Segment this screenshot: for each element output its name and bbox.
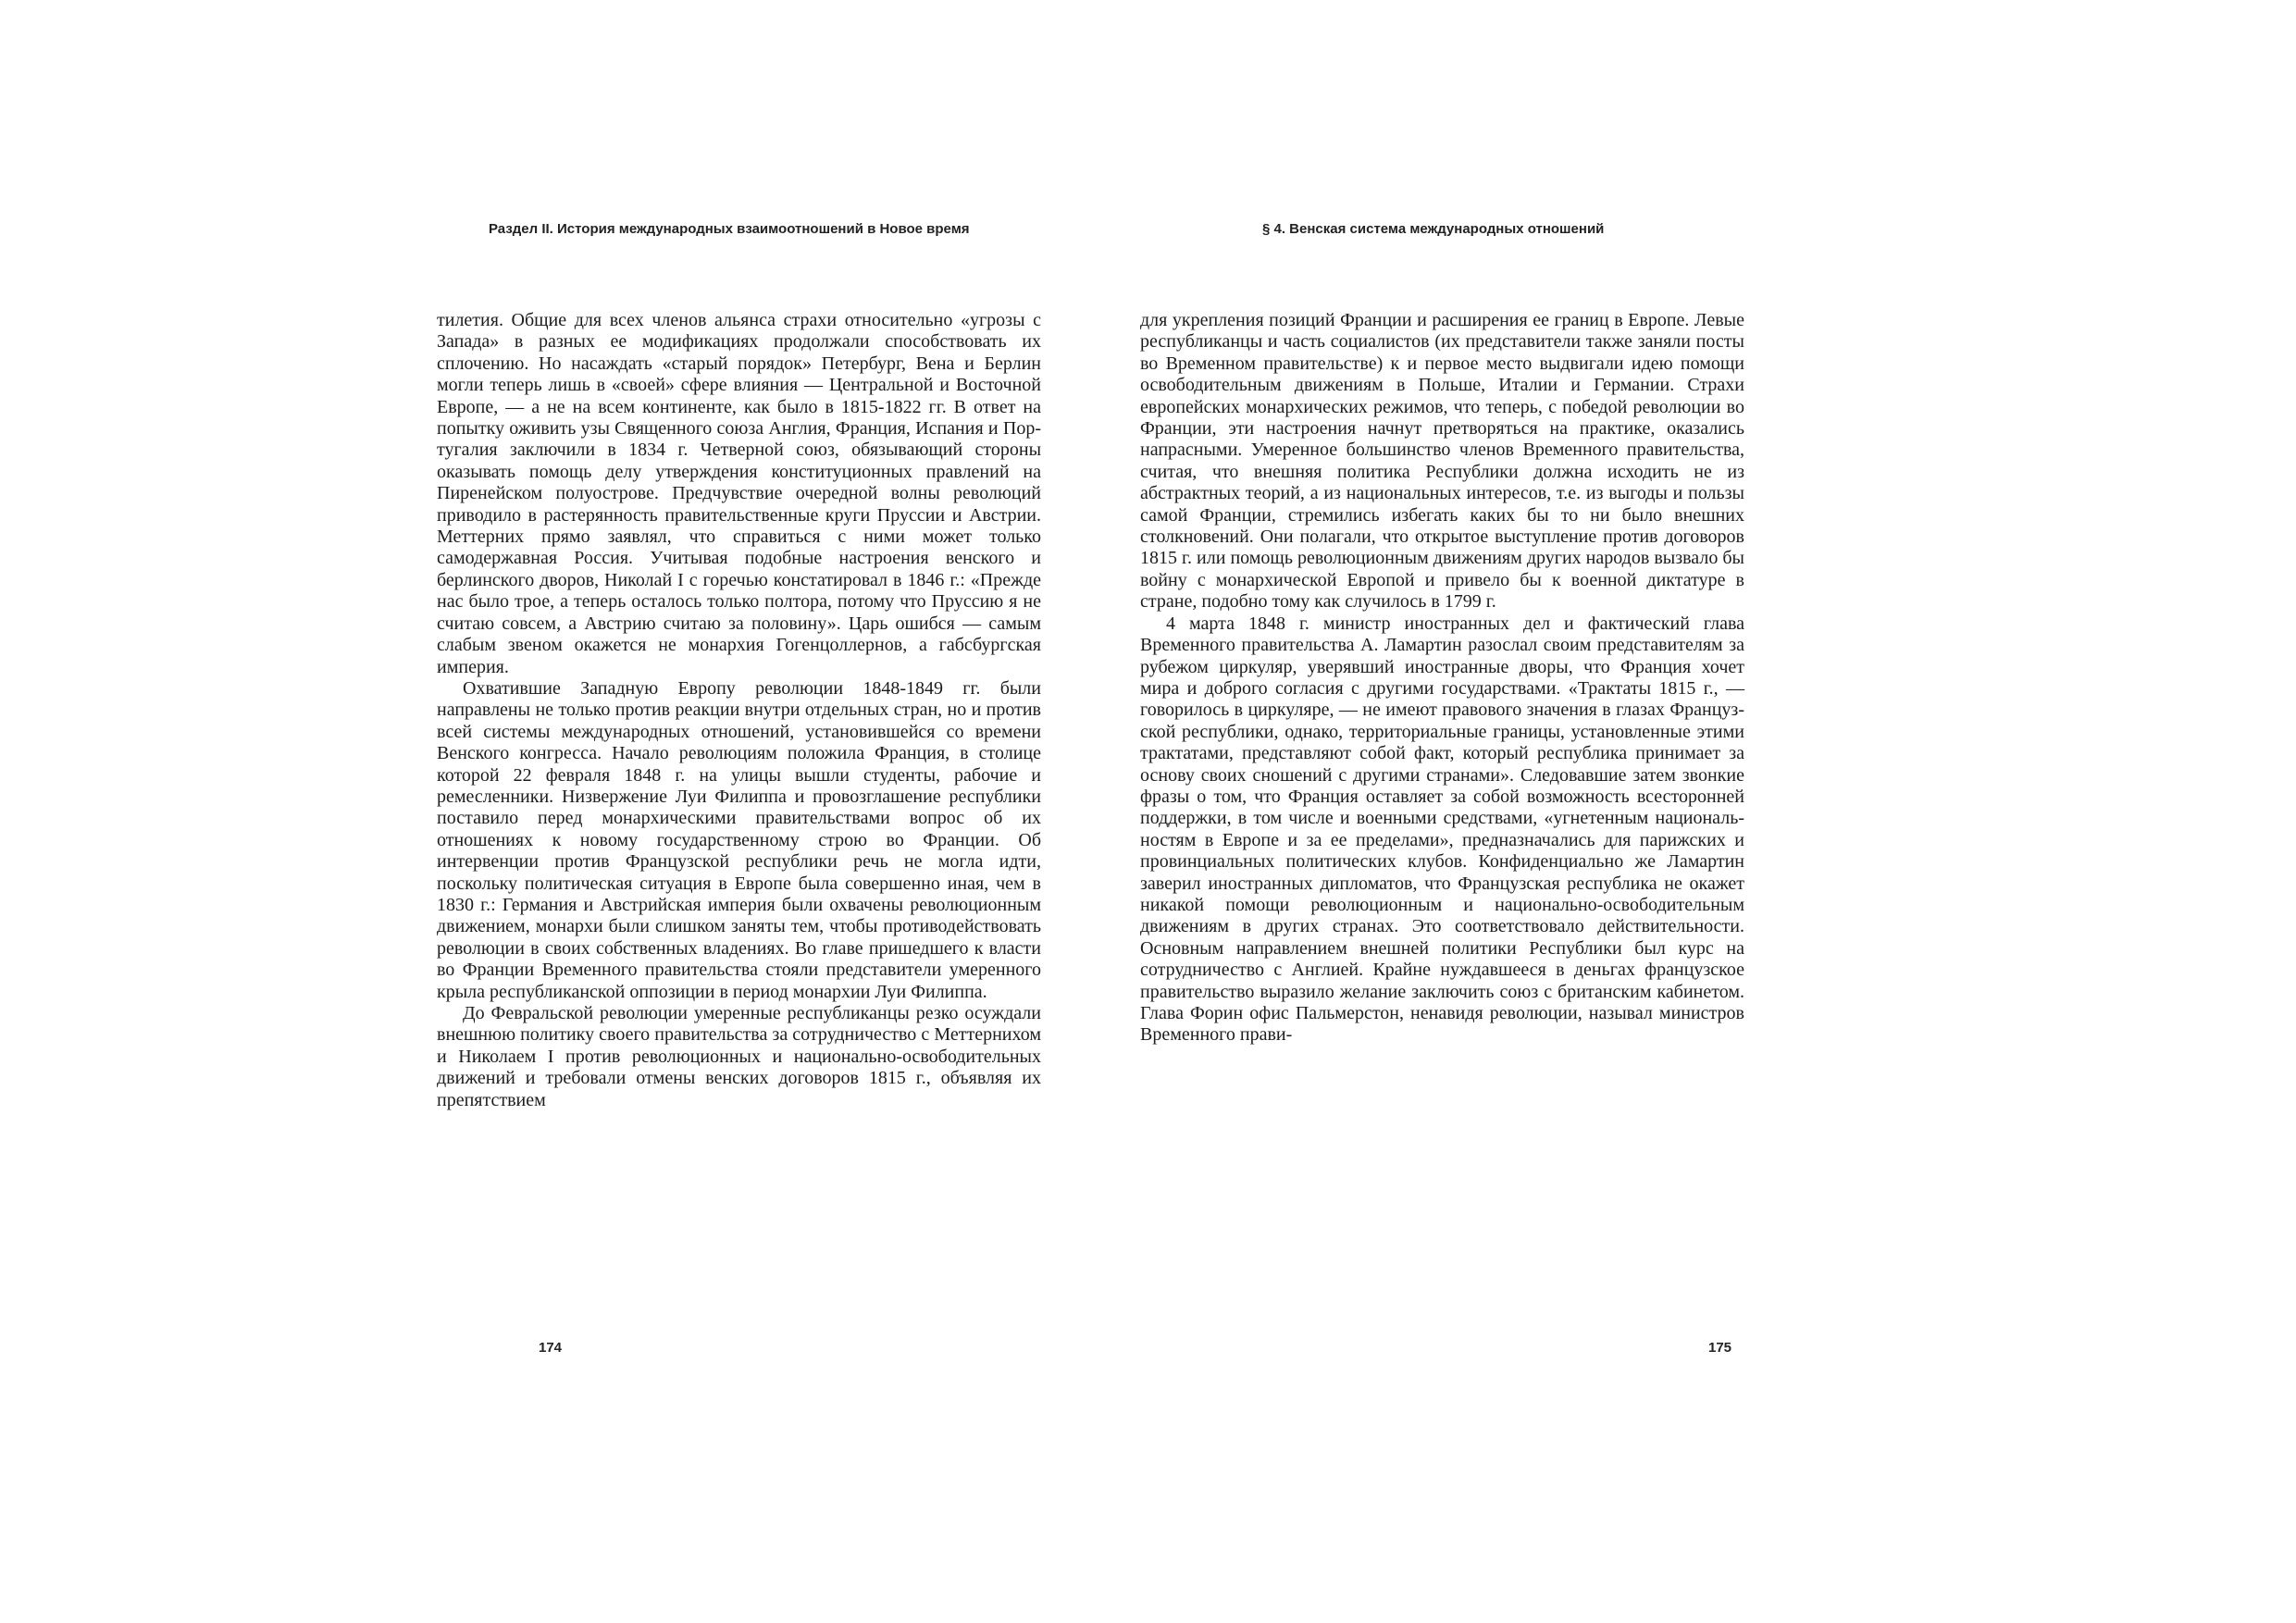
running-head-right: § 4. Венская система международных отношений	[1262, 221, 1605, 237]
paragraph: До Февральской революции умеренные республиканцы резко осуждали внешнюю политику своего правительства за сотрудничество с Меттернихом и Николаем I против революционных и национально-освободительных движений и требовали отмены венских договоров 1815 г., объявляя их препятствием	[437, 1003, 1041, 1110]
left-page-body	[437, 310, 1041, 1111]
paragraph: тилетия. Общие для всех членов альянса страхи относительно «угрозы с Запада» в разных ее модификациях продолжали способствовать их сплочению. Но насаждать «старый порядок» Петербург, Вена и Берлин могли теперь лишь в «своей» сфере влияния — Центральной и Восточной Европе, — а не на всем континенте, как было в 1815-1822 гг. В ответ на попытку оживить узы Священного союза Англия, Франция, Испания и Португалия заключили в 1834 г. Четверной союз, обязывающий стороны оказывать помощь делу утверждения конституционных правлений на Пиренейском полуострове. Предчувствие очередной волны революций приводило в растерянность правительственные круги Пруссии и Австрии. Меттерних прямо заявлял, что справиться с ними может только самодержавная Россия. Учитывая подобные настроения венского и берлинского дворов, Николай I с горечью констатировал в 1846 г.: «Прежде нас было трое, а теперь осталось только полтора, потому что Пруссию я не считаю совсем, а Австрию считаю за половину». Царь ошибся — самым слабым звеном окажется не монархия Гогенцоллернов, а габсбургская империя.	[437, 310, 1041, 677]
paragraph: 4 марта 1848 г. министр иностранных дел и фактический глава Временного правительства А. Ламартин разослал своим представителям за рубежом циркуляр, уверявший иностранные дворы, что Франция хочет мира и доброго согласия с другими государствами. «Трактаты 1815 г., — говорилось в циркуляре, — не имеют правового значения в глазах Французской республики, однако, территориальные границы, установленные этими трактатами, представляют собой факт, который республика принимает за основу своих сношений с другими странами». Следовавшие затем звонкие фразы о том, что Франция оставляет за собой возможность всесторонней поддержки, в том числе и военными средствами, «угнетенным национальностям в Европе и за ее пределами», предназначались для парижских и провинциальных политических клубов. Конфиденциально же Ламартин заверил иностранных дипломатов, что Французская республика не окажет никакой помощи революционным и национально-освободительным движениям в других странах. Это соответствовало действительности. Основным направлением внешней политики Республики был курс на сотрудничество с Англией. Крайне нуждавшееся в деньгах французское правительство выразило желание заключить союз с британским кабинетом. Глава Форин офис Пальмерстон, ненавидя революции, называл министров Временного прави-	[1140, 613, 1744, 1046]
page-number-right: 175	[1708, 1340, 1732, 1356]
running-head-left: Раздел II. История международных взаимоотношений в Новое время	[489, 221, 970, 237]
paragraph: Охватившие Западную Европу революции 1848-1849 гг. были направлены не только против реакции внутри отдельных стран, но и против всей системы международных отношений, установившейся со времени Венского конгресса. Начало революциям положила Франция, в столице которой 22 февраля 1848 г. на улицы вышли студенты, рабочие и ремесленники. Низвержение Луи Филиппа и провозглашение республики поставило перед монархическими правительствами вопрос об их отношениях к новому государственному строю во Франции. Об интервенции против Французской республики речь не могла идти, поскольку политическая ситуация в Европе была совершенно иная, чем в 1830 г.: Германия и Австрийская империя были охвачены революционным движением, монархи были слишком заняты тем, чтобы противодействовать революции в своих собственных владениях. Во главе пришедшего к власти во Франции Временного правительства стояли представители умеренного крыла республиканской оппозиции в период монархии Луи Филиппа.	[437, 677, 1041, 1002]
paragraph: для укрепления позиций Франции и расширения ее границ в Европе. Левые республиканцы и часть социалистов (их представители также заняли посты во Временном правительстве) к и первое место выдвигали идею помощи освободительным движениям в Польше, Италии и Германии. Страхи европейских монархических режимов, что теперь, с победой революции во Франции, эти настроения начнут претворяться на практике, оказались напрасными. Умеренное большинство членов Временного правительства, считая, что внешняя политика Республики должна исходить не из абстрактных теорий, а из национальных интересов, т.е. из выгоды и пользы самой Франции, стремились избегать каких бы то ни было внешних столкновений. Они полагали, что открытое выступление против договоров 1815 г. или помощь революционным движениям других народов вызвало бы войну с монархической Европой и привело бы к военной диктатуре в стране, подобно тому как случилось в 1799 г.	[1140, 310, 1744, 613]
right-page-body	[1140, 310, 1744, 1047]
page-number-left: 174	[539, 1340, 563, 1356]
